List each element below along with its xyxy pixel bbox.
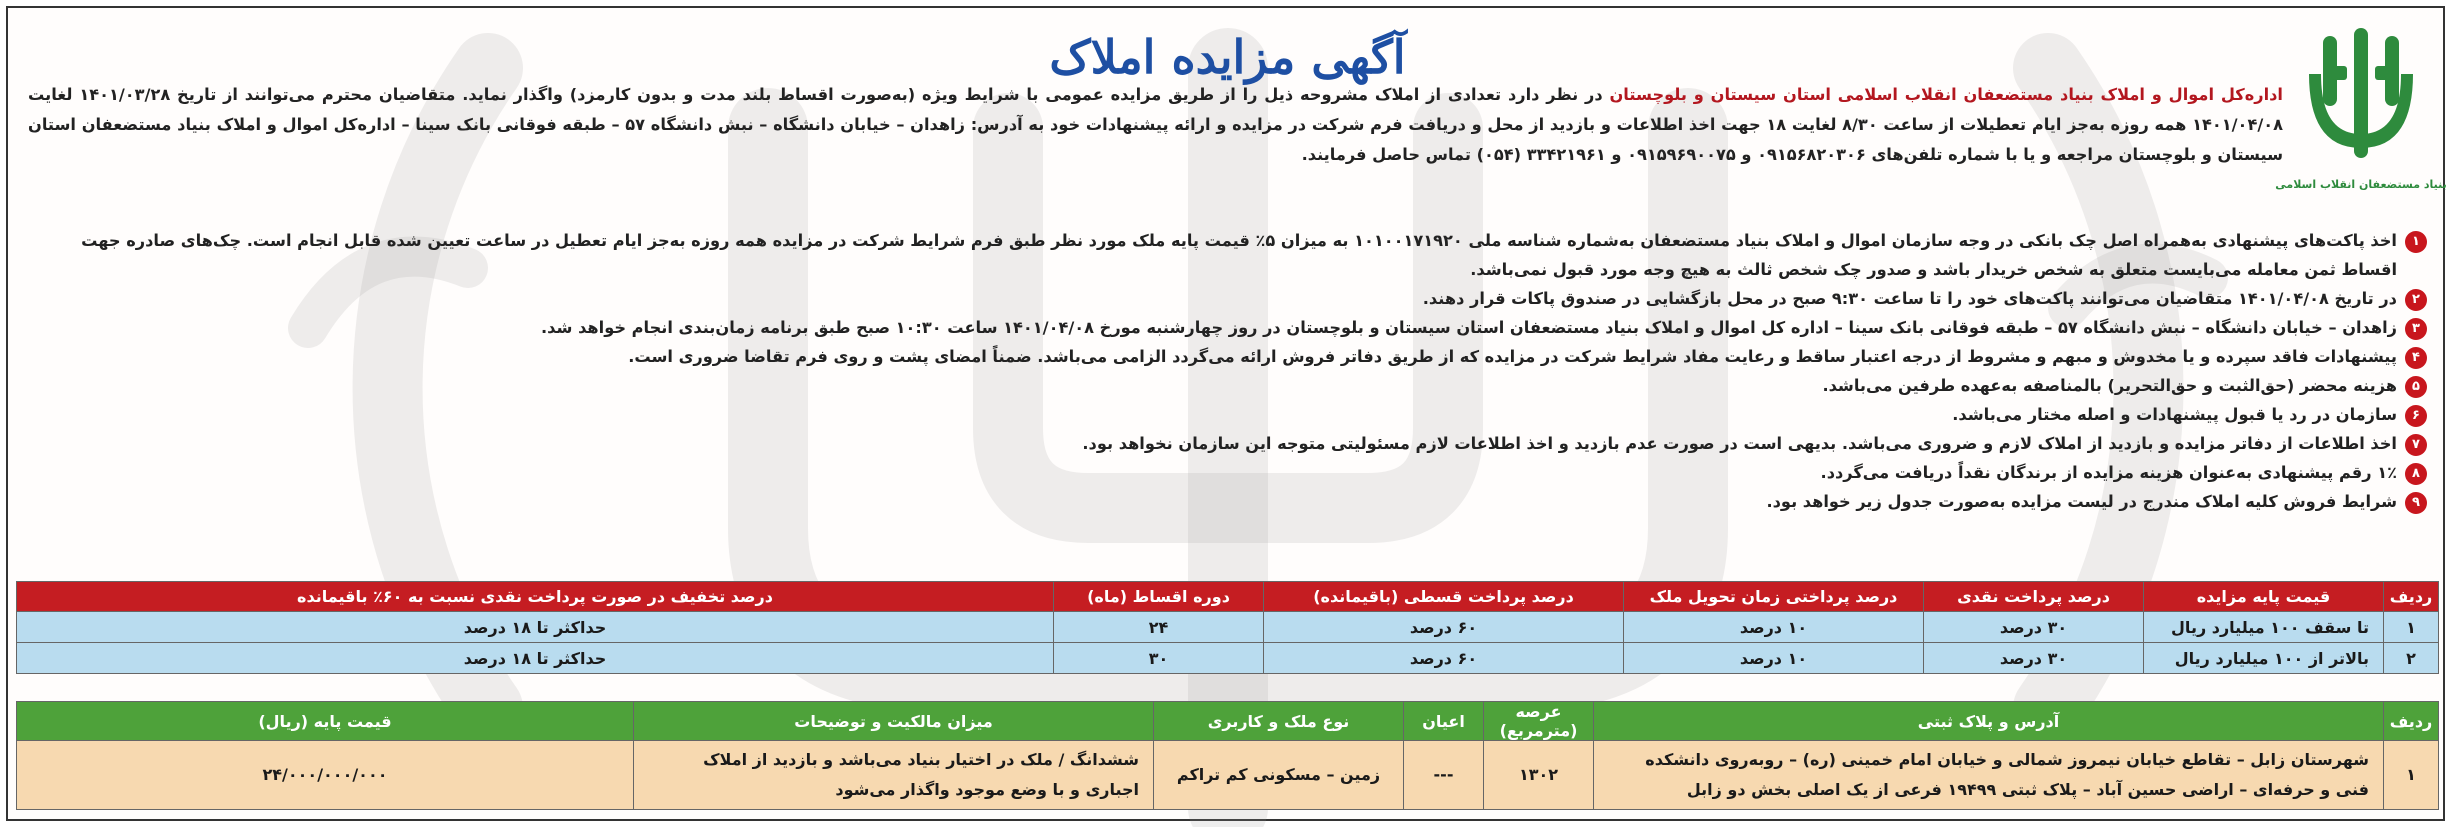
table-cell: ۱۰ درصد (1624, 643, 1924, 674)
list-item (29, 371, 2429, 400)
list-item (29, 487, 2429, 516)
item-text: سازمان در رد یا قبول پیشنهادات و اصله مختار می‌باشد. (1952, 405, 2397, 424)
table-cell: ۲ (2384, 643, 2439, 674)
conditions-list (29, 226, 2429, 516)
property-list-table (16, 701, 2439, 810)
list-item (29, 313, 2429, 342)
logo-caption: بنیاد مستضعفان انقلاب اسلامی (2275, 178, 2447, 191)
table-cell: ۲۴/۰۰۰/۰۰۰/۰۰۰ (17, 741, 634, 810)
item-number: ۸ (2405, 463, 2427, 485)
column-header: درصد پرداختی زمان تحویل ملک (1624, 582, 1924, 612)
payment-terms-table (16, 581, 2439, 674)
item-text: در تاریخ ۱۴۰۱/۰۴/۰۸ متقاضیان می‌توانند پاکت‌های خود را تا ساعت ۹:۳۰ صبح در محل بازگشایی در صندوق پاکات قرار دهند. (1422, 289, 2397, 308)
column-header: آدرس و پلاک ثبتی (1594, 702, 2384, 741)
column-header: اعیان (1404, 702, 1484, 741)
table-cell: ۳۰ درصد (1924, 612, 2144, 643)
column-header: نوع ملک و کاربری (1154, 702, 1404, 741)
table-cell: ۲۴ (1054, 612, 1264, 643)
table-cell: ۱۰ درصد (1624, 612, 1924, 643)
table-cell: حداکثر تا ۱۸ درصد (17, 643, 1054, 674)
item-number: ۷ (2405, 434, 2427, 456)
table-cell: بالاتر از ۱۰۰ میلیارد ریال (2144, 643, 2384, 674)
column-header: درصد پرداخت قسطی (باقیمانده) (1264, 582, 1624, 612)
table-row (17, 643, 2439, 674)
item-text: پیشنهادات فاقد سپرده و یا مخدوش و مبهم و مشروط از درجه اعتبار ساقط و رعایت مفاد شرایط شرکت در مزایده که از طریق دفاتر فروش ارائه می‌گردد الزامی می‌باشد. ضمناً امضای پشت و روی فرم تقاضا ضروری است. (628, 347, 2397, 366)
column-header: ردیف (2384, 702, 2439, 741)
table-cell: شهرستان زابل – تقاطع خیابان نیمروز شمالی و خیابان امام خمینی (ره) – روبه‌روی دانشکده فنی و حرفه‌ای – اراضی حسین آباد – پلاک ثبتی ۱۹۴۹۹ فرعی از یک اصلی بخش دو زابل (1594, 741, 2384, 810)
column-header: دوره اقساط (ماه) (1054, 582, 1264, 612)
item-text: ۱٪ رقم پیشنهادی به‌عنوان هزینه مزایده از برندگان نقداً دریافت می‌گردد. (1820, 463, 2397, 482)
list-item (29, 226, 2429, 284)
table-cell: --- (1404, 741, 1484, 810)
column-header: درصد تخفیف در صورت پرداخت نقدی نسبت به ۶۰٪ باقیمانده (17, 582, 1054, 612)
notice-frame (6, 6, 2445, 821)
table-cell: ۱ (2384, 612, 2439, 643)
item-text: هزینه محضر (حق‌الثبت و حق‌التحریر) بالمناصفه به‌عهده طرفین می‌باشد. (1822, 376, 2397, 395)
table-cell: حداکثر تا ۱۸ درصد (17, 612, 1054, 643)
item-number: ۲ (2405, 289, 2427, 311)
intro-lead: اداره‌کل اموال و املاک بنیاد مستضعفان انقلاب اسلامی استان سیستان و بلوچستان (1609, 85, 2283, 104)
column-header: میزان مالکیت و توضیحات (634, 702, 1154, 741)
table-cell: ۱۳۰۲ (1484, 741, 1594, 810)
item-text: شرایط فروش کلیه املاک مندرج در لیست مزایده به‌صورت جدول زیر خواهد بود. (1766, 492, 2397, 511)
list-item (29, 400, 2429, 429)
table-row (17, 741, 2439, 810)
page-title: آگهی مزایده املاک (1049, 30, 1406, 84)
list-item (29, 342, 2429, 371)
table-cell: ۳۰ درصد (1924, 643, 2144, 674)
item-text: اخذ اطلاعات از دفاتر مزایده و بازدید از املاک لازم و ضروری می‌باشد. بدیهی است در صورت عدم بازدید و اخذ اطلاعات لازم مسئولیتی متوجه این سازمان نخواهد بود. (1082, 434, 2397, 453)
list-item (29, 458, 2429, 487)
table-cell: تا سقف ۱۰۰ میلیارد ریال (2144, 612, 2384, 643)
item-text: اخذ پاکت‌های پیشنهادی به‌همراه اصل چک بانکی در وجه سازمان اموال و املاک بنیاد مستضعفان به‌شماره شناسه ملی ۱۰۱۰۰۱۷۱۹۲۰ به میزان ۵٪ قیمت پایه ملک مورد نظر طبق فرم شرایط شرکت در مزایده همه روزه به‌جز ایام تعطیل در ساعت تعیین شده قابل انجام است. چک‌های صادره جهت اقساط ثمن معامله می‌بایست متعلق به شخص خریدار باشد و صدور چک شخص ثالث به هیچ وجه مورد قبول نمی‌باشد. (81, 231, 2397, 279)
item-number: ۹ (2405, 492, 2427, 514)
list-item (29, 284, 2429, 313)
intro-text: در نظر دارد تعدادی از املاک مشروحه ذیل را از طریق مزایده عمومی با شرایط ویژه (به‌صورت اقساط بلند مدت و بدون کارمزد) واگذار نماید. متقاضیان محترم می‌توانند از تاریخ ۱۴۰۱/۰۳/۲۸ لغایت ۱۴۰۱/۰۴/۰۸ همه روزه به‌جز ایام تعطیلات از ساعت ۸/۳۰ لغایت ۱۸ جهت اخذ اطلاعات و بازدید از محل و دریافت فرم شرکت در مزایده و ارائه پیشنهادات خود به آدرس: زاهدان – خیابان دانشگاه – نبش دانشگاه ۵۷ – طبقه فوقانی بانک سینا – اداره‌کل اموال و املاک بنیاد مستضعفان استان سیستان و بلوچستان مراجعه و یا با شماره تلفن‌های ۰۹۱۵۶۸۲۰۳۰۶ و ۰۹۱۵۹۶۹۰۰۷۵ و ۳۳۴۲۱۹۶۱ (۰۵۴) تماس حاصل فرمایند. (28, 85, 2283, 164)
table-row (17, 612, 2439, 643)
item-text: زاهدان – خیابان دانشگاه – نبش دانشگاه ۵۷ – طبقه فوقانی بانک سینا – اداره کل اموال و املاک بنیاد مستضعفان استان سیستان و بلوچستان در روز چهارشنبه مورخ ۱۴۰۱/۰۴/۰۸ ساعت ۱۰:۳۰ صبح طبق برنامه زمان‌بندی انجام خواهد شد. (541, 318, 2397, 337)
column-header: قیمت پایه مزایده (2144, 582, 2384, 612)
table-cell: ششدانگ / ملک در اختیار بنیاد می‌باشد و بازدید از املاک اجباری و با وضع موجود واگذار می‌شود (634, 741, 1154, 810)
table-cell: ۱ (2384, 741, 2439, 810)
table-header-row (17, 582, 2439, 612)
item-number: ۶ (2405, 405, 2427, 427)
column-header: درصد پرداخت نقدی (1924, 582, 2144, 612)
list-item (29, 429, 2429, 458)
column-header: عرصه (مترمربع) (1484, 702, 1594, 741)
table-cell: زمین – مسکونی کم تراکم (1154, 741, 1404, 810)
column-header: قیمت پایه (ریال) (17, 702, 634, 741)
item-number: ۵ (2405, 376, 2427, 398)
table-cell: ۶۰ درصد (1264, 643, 1624, 674)
item-number: ۴ (2405, 347, 2427, 369)
table-header-row (17, 702, 2439, 741)
column-header: ردیف (2384, 582, 2439, 612)
table-cell: ۳۰ (1054, 643, 1264, 674)
table-cell: ۶۰ درصد (1264, 612, 1624, 643)
item-number: ۱ (2405, 231, 2427, 253)
item-number: ۳ (2405, 318, 2427, 340)
intro-paragraph (28, 80, 2283, 170)
